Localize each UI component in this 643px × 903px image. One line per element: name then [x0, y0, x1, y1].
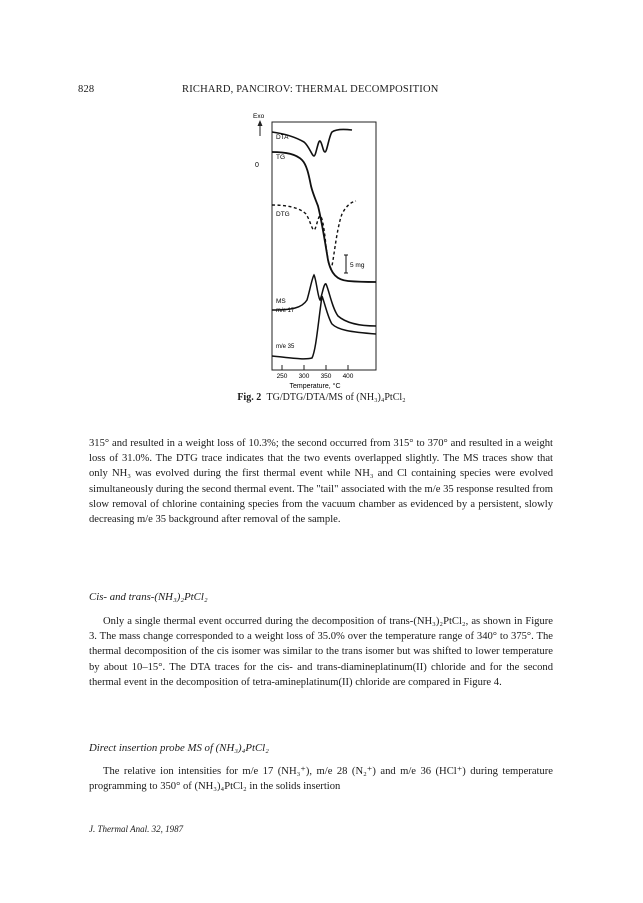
caption-text: TG/DTG/DTA/MS of (NH₃)₄PtCl₂ — [266, 392, 406, 403]
paragraph-3: The relative ion intensities for m/e 17 (NH₃⁺), m/e 28 (N₂⁺) and m/e 36 (HCl⁺) during temperature programming to 350° of (NH₃)₄PtCl₂ in the solids insertion — [89, 766, 553, 793]
section-heading-direct-insertion: Direct insertion probe MS of (NH₃)₄PtCl₂ — [89, 742, 269, 754]
thermal-analysis-plot — [252, 110, 392, 390]
x-tick-label-400: 400 — [342, 373, 354, 380]
paragraph-1: 315° and resulted in a weight loss of 10.3%; the second occurred from 315° to 370° and resulted in a weight loss of 31.0%. The DTG trace indicates that the two events overlapped slightly. The MS traces show that only NH₃ was evolved during the first thermal event while NH₃ and Cl containing species were evolved simultaneously during the second thermal event. The "tail" associated with the m/e 35 response resulted from slow removal of chlorine containing species from the vacuum chamber as evidenced by a persistent, slowly decreasing m/e 35 background after removal of the sample. — [89, 438, 553, 526]
zero-label: 0 — [255, 162, 259, 169]
page-number: 828 — [78, 84, 95, 95]
x-tick-label-300: 300 — [298, 373, 310, 380]
paragraph-2-block — [89, 614, 553, 690]
paragraph-1-block — [89, 436, 553, 527]
tg-label: TG — [276, 154, 286, 161]
figure-caption — [0, 392, 643, 403]
section-heading-cis-trans: Cis- and trans-(NH₃)₂PtCl₂ — [89, 591, 208, 603]
dta-label: DTA — [276, 134, 289, 141]
caption-label: Fig. 2 — [237, 392, 262, 403]
scale-bar-label: 5 mg — [350, 262, 365, 269]
x-tick-label-350: 350 — [320, 373, 332, 380]
x-axis-label: Temperature, °C — [289, 383, 341, 390]
x-tick-label-250: 250 — [276, 373, 288, 380]
exo-arrow-head — [258, 120, 263, 126]
ms17-label-line2: m/e 17 — [276, 308, 295, 314]
running-head: RICHARD, PANCIROV: THERMAL DECOMPOSITION — [182, 84, 439, 95]
exo-label: Exo — [253, 113, 265, 120]
ms17-label-line1: MS — [276, 298, 286, 305]
paragraph-3-block — [89, 764, 553, 794]
paragraph-2: Only a single thermal event occurred during the decomposition of trans-(NH₃)₂PtCl₂, as shown in Figure 3. The mass change corresponded to a weight loss of 35.0% over the temperature range of 340° to 375°. The thermal decomposition of the cis isomer was similar to the trans isomer but was shifted to lower temperature by about 10–15°. The DTA traces for the cis- and trans-diamineplatinum(II) chloride and for the second thermal event in the decomposition of tetra-amineplatinum(II) chloride are compared in Figure 4. — [89, 616, 553, 688]
dtg-label: DTG — [276, 211, 290, 218]
figure-2 — [252, 110, 392, 390]
journal-footer: J. Thermal Anal. 32, 1987 — [89, 824, 184, 834]
ms35-label: m/e 35 — [276, 344, 295, 350]
